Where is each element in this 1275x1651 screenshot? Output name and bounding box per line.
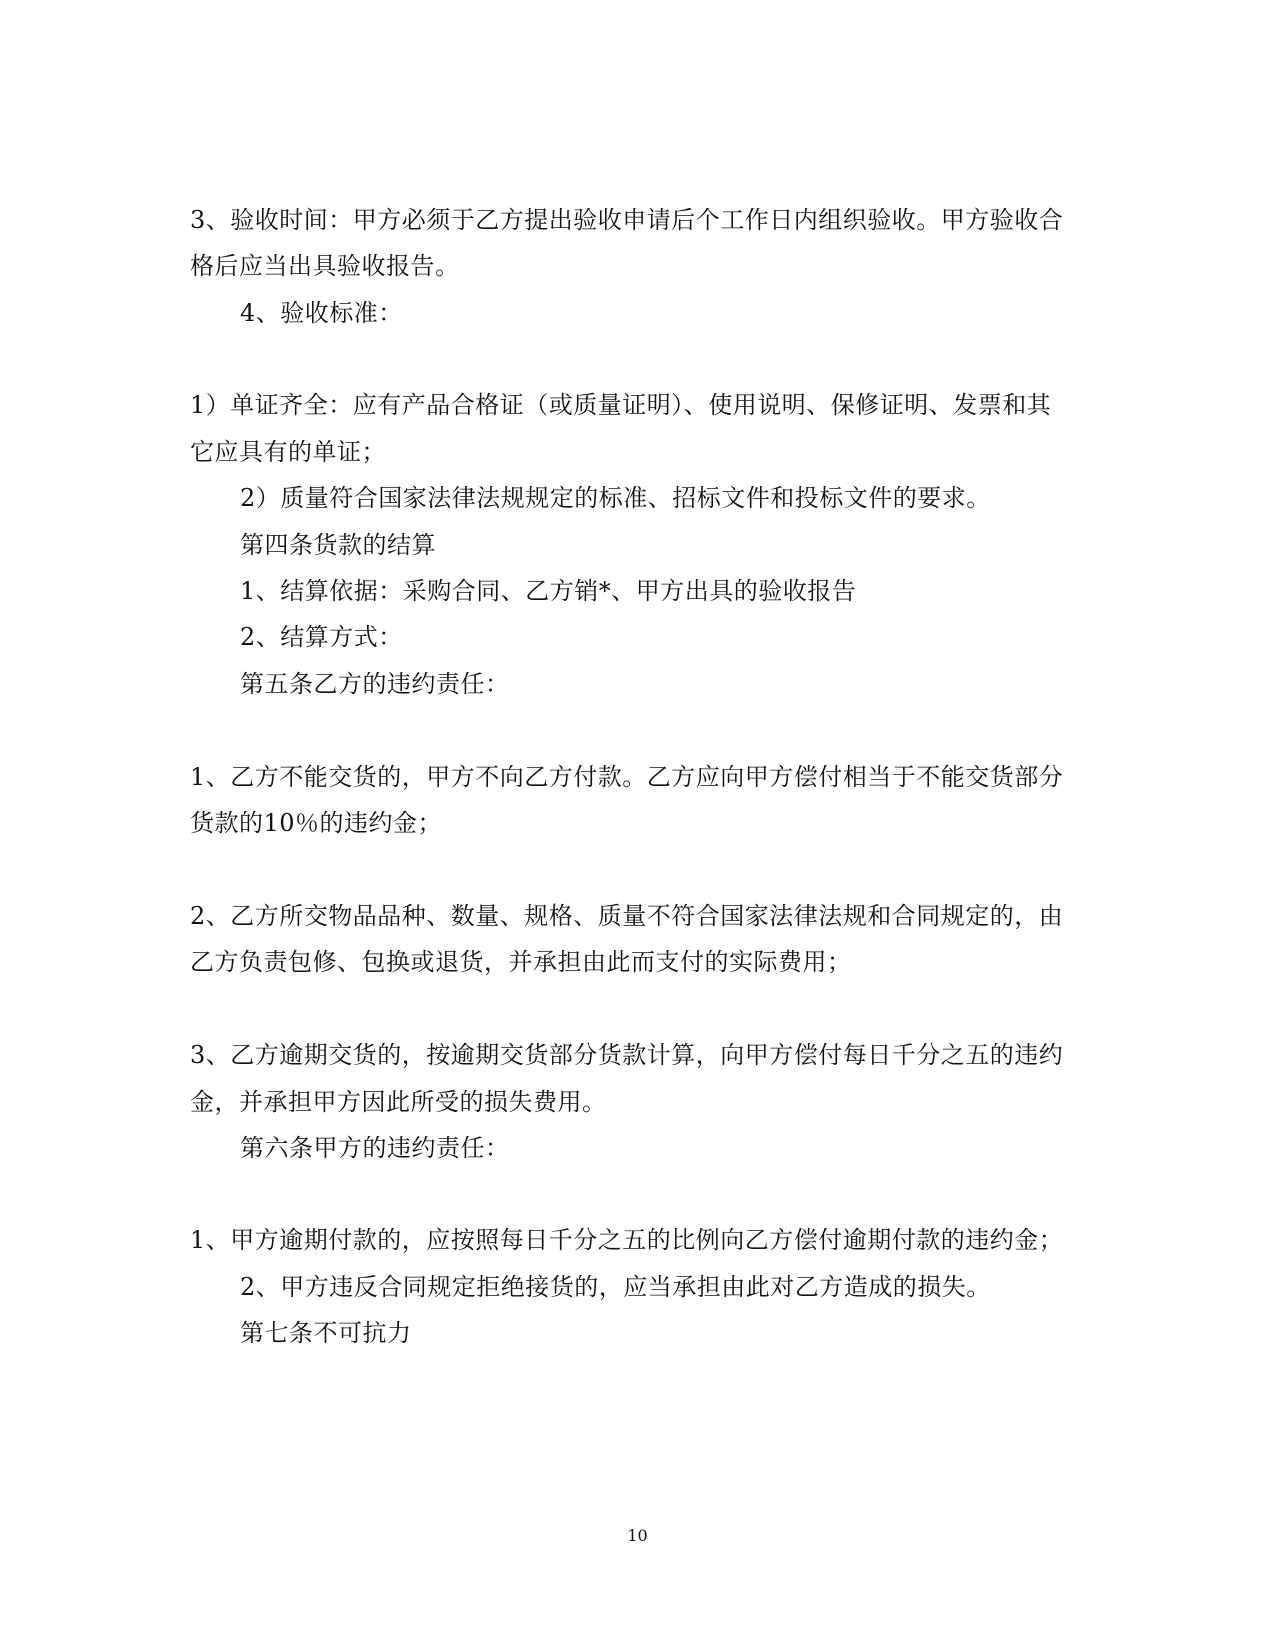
section-heading: 第七条不可抗力 xyxy=(240,1319,412,1347)
text-line: 2、乙方所交物品品种、数量、规格、质量不符合国家法律法规和合同规定的，由 xyxy=(190,902,1064,930)
page-number: 10 xyxy=(627,1526,648,1545)
text-line: 1、甲方逾期付款的，应按照每日千分之五的比例向乙方偿付逾期付款的违约金； xyxy=(190,1226,1064,1254)
section-heading: 第六条甲方的违约责任： xyxy=(240,1134,510,1162)
text-line: 金，并承担甲方因此所受的损失费用。 xyxy=(190,1088,607,1116)
text-line: 货款的10％的违约金； xyxy=(190,809,443,837)
text-line: 3、验收时间：甲方必须于乙方提出验收申请后个工作日内组织验收。甲方验收合 xyxy=(190,206,1064,234)
text-line: 2）质量符合国家法律法规规定的标准、招标文件和投标文件的要求。 xyxy=(240,484,991,512)
text-line: 1、乙方不能交货的，甲方不向乙方付款。乙方应向甲方偿付相当于不能交货部分 xyxy=(190,763,1064,791)
text-line: 格后应当出具验收报告。 xyxy=(190,252,460,280)
text-line: 2、结算方式： xyxy=(240,623,403,651)
text-line: 乙方负责包修、包换或退货，并承担由此而支付的实际费用； xyxy=(190,948,852,976)
text-line: 1、结算依据：采购合同、乙方销*、甲方出具的验收报告 xyxy=(240,577,857,605)
text-line: 4、验收标准： xyxy=(240,299,403,327)
section-heading: 第五条乙方的违约责任： xyxy=(240,670,510,698)
section-heading: 第四条货款的结算 xyxy=(240,531,436,559)
text-line: 1）单证齐全：应有产品合格证（或质量证明）、使用说明、保修证明、发票和其 xyxy=(190,391,1052,419)
text-line: 它应具有的单证； xyxy=(190,438,386,466)
text-line: 2、甲方违反合同规定拒绝接货的，应当承担由此对乙方造成的损失。 xyxy=(240,1273,991,1301)
text-line: 3、乙方逾期交货的，按逾期交货部分货款计算，向甲方偿付每日千分之五的违约 xyxy=(190,1041,1064,1069)
